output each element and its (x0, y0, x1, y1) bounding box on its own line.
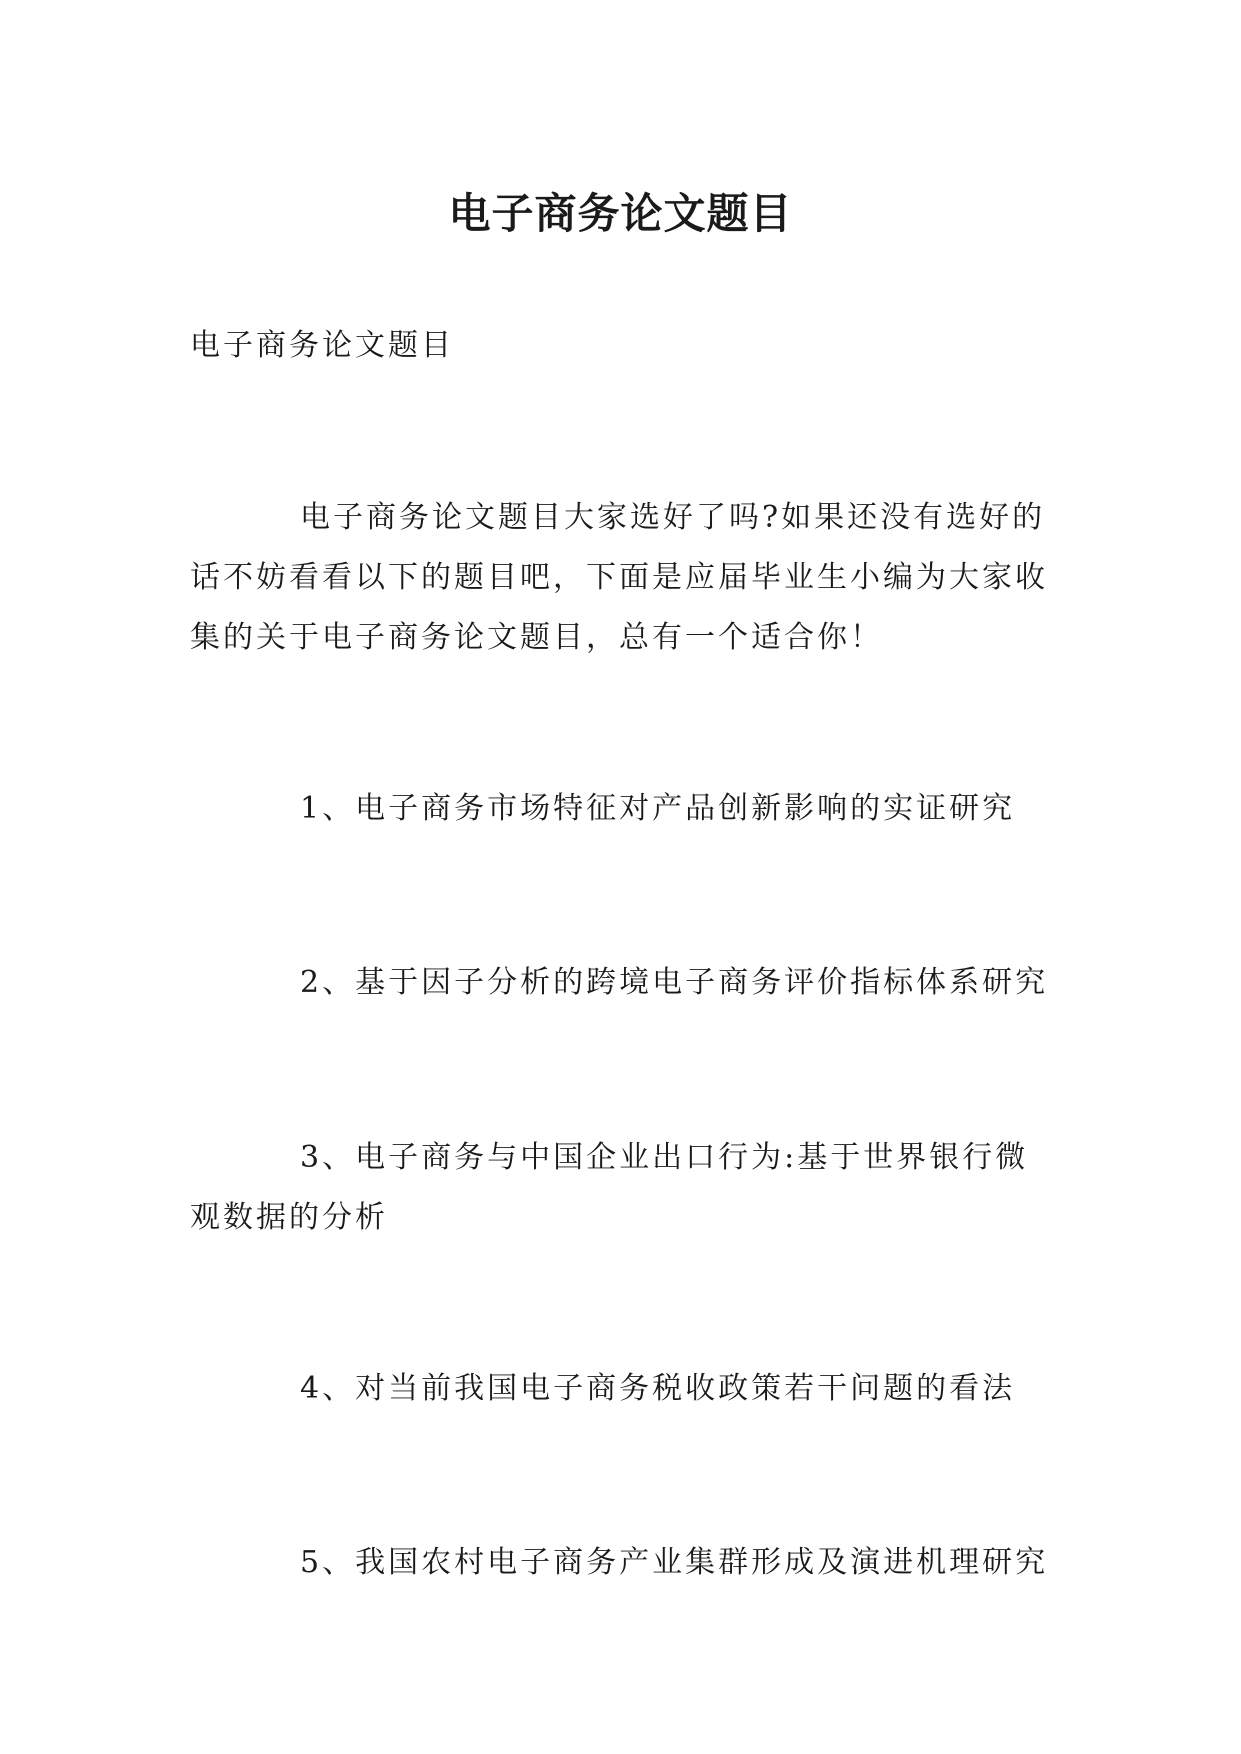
intro-paragraph: 电子商务论文题目大家选好了吗?如果还没有选好的话不妨看看以下的题目吧，下面是应届毕业生小编为大家收集的关于电子商务论文题目，总有一个适合你！ (190, 500, 1048, 655)
document-subtitle: 电子商务论文题目 (190, 328, 454, 363)
topic-item-1: 1、电子商务市场特征对产品创新影响的实证研究 (300, 791, 1016, 826)
topic-item-5: 5、我国农村电子商务产业集群形成及演进机理研究 (300, 1545, 1049, 1580)
page-title: 电子商务论文题目 (448, 189, 793, 239)
topic-item-3: 3、电子商务与中国企业出口行为:基于世界银行微观数据的分析 (190, 1140, 1029, 1235)
topic-item-4: 4、对当前我国电子商务税收政策若干问题的看法 (300, 1371, 1016, 1406)
topic-item-2: 2、基于因子分析的跨境电子商务评价指标体系研究 (300, 965, 1049, 1000)
